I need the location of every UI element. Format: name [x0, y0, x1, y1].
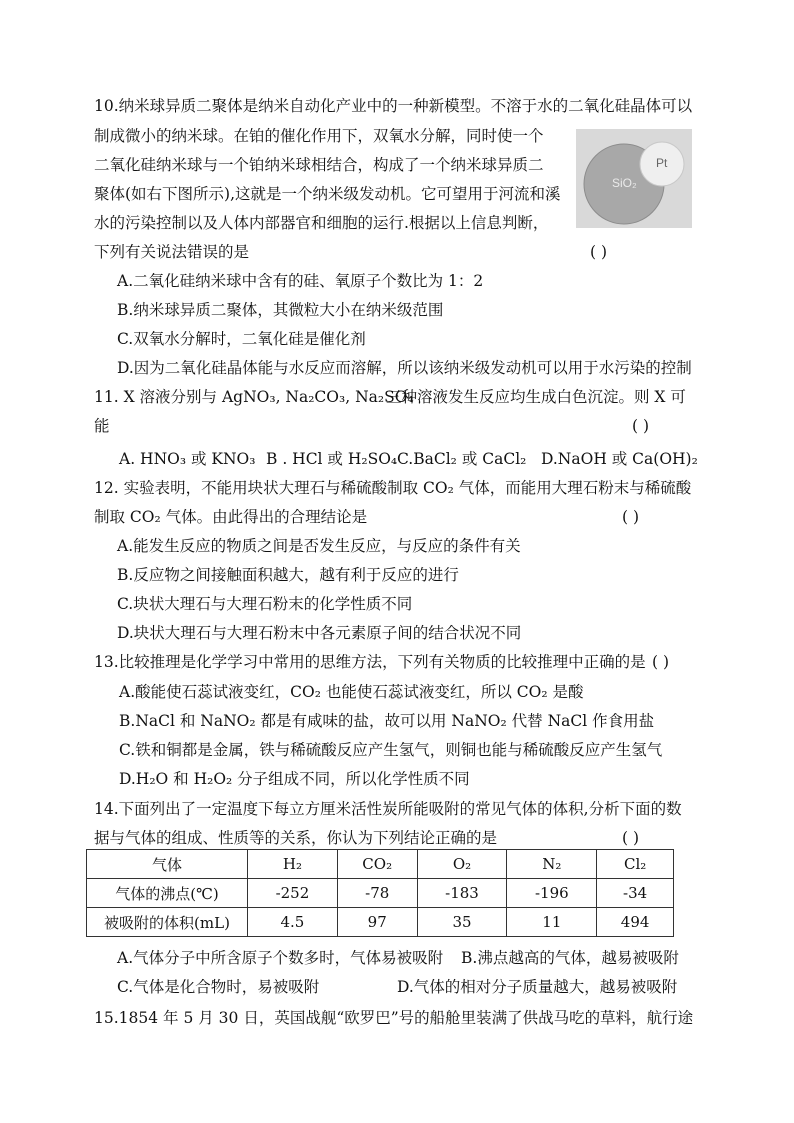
- pt-label: Pt: [656, 156, 668, 170]
- q11-option-b: B . HCl 或 H₂SO₄: [266, 450, 398, 468]
- q12-line-2: 制取 CO₂ 气体。由此得出的合理结论是: [94, 508, 368, 526]
- table-cell: 4.5: [248, 908, 338, 937]
- q14-option-c: C.气体是化合物时，易被吸附: [117, 978, 320, 996]
- nanosphere-dimer-figure: [576, 129, 692, 228]
- q11-option-d: D.NaOH 或 Ca(OH)₂: [541, 450, 698, 468]
- q10-line-4: 聚体(如右下图所示),这就是一个纳米级发动机。它可望用于河流和溪: [94, 185, 561, 203]
- q13-option-a: A.酸能使石蕊试液变红，CO₂ 也能使石蕊试液变红，所以 CO₂ 是酸: [119, 683, 584, 701]
- q12-option-d: D.块状大理石与大理石粉末中各元素原子间的结合状况不同: [117, 624, 522, 642]
- q12-option-c: C.块状大理石与大理石粉末的化学性质不同: [117, 595, 413, 613]
- table-cell: 35: [417, 908, 507, 937]
- q14-option-b: B.沸点越高的气体，越易被吸附: [461, 949, 679, 967]
- q15-line-1: 15.1854 年 5 月 30 日，英国战舰“欧罗巴”号的船舱里装满了供战马吃的草料，航行途: [94, 1009, 694, 1027]
- q13-answer-paren: ( ): [652, 653, 670, 671]
- q12-answer-paren: ( ): [622, 508, 640, 526]
- q11-line-1a: 11. X 溶液分别与 AgNO₃, Na₂CO₃, Na₂SO₄: [94, 388, 414, 406]
- q10-answer-paren: ( ): [590, 243, 608, 261]
- q14-line-1: 14.下面列出了一定温度下每立方厘米活性炭所能吸附的常见气体的体积,分析下面的数: [94, 800, 682, 818]
- q10-line-1: 10.纳米球异质二聚体是纳米自动化产业中的一种新模型。不溶于水的二氧化硅晶体可以: [94, 97, 693, 115]
- q13-option-b: B.NaCl 和 NaNO₂ 都是有咸味的盐，故可以用 NaNO₂ 代替 NaCl 作食用盐: [119, 712, 655, 730]
- q14-answer-paren: ( ): [622, 829, 640, 847]
- q11-answer-paren: ( ): [632, 417, 650, 435]
- table-cell: 11: [507, 908, 597, 937]
- q10-option-b: B.纳米球异质二聚体，其微粒大小在纳米级范围: [117, 301, 444, 319]
- q12-line-1: 12. 实验表明，不能用块状大理石与稀硫酸制取 CO₂ 气体，而能用大理石粉末与稀硫酸: [94, 479, 692, 497]
- q10-line-5: 水的污染控制以及人体内部器官和细胞的运行.根据以上信息判断，: [94, 214, 549, 232]
- q12-option-b: B.反应物之间接触面积越大，越有利于反应的进行: [117, 566, 459, 584]
- table-cell: -252: [248, 879, 338, 908]
- q13-option-d: D.H₂O 和 H₂O₂ 分子组成不同，所以化学性质不同: [119, 770, 470, 788]
- table-cell: 气体的沸点(℃): [87, 879, 248, 908]
- table-cell: N₂: [507, 850, 597, 879]
- table-cell: -34: [597, 879, 674, 908]
- q10-line-6: 下列有关说法错误的是: [94, 243, 250, 261]
- q14-line-2: 据与气体的组成、性质等的关系，你认为下列结论正确的是: [94, 829, 498, 847]
- table-cell: O₂: [417, 850, 507, 879]
- table-cell: -78: [337, 879, 417, 908]
- table-header-row: [87, 850, 674, 879]
- q10-option-d: D.因为二氧化硅晶体能与水反应而溶解，所以该纳米级发动机可以用于水污染的控制: [117, 359, 692, 377]
- table-cell: 494: [597, 908, 674, 937]
- table-cell: 97: [337, 908, 417, 937]
- table-cell: 气体: [87, 850, 248, 879]
- sio2-label: SiO₂: [612, 176, 637, 190]
- q10-option-a: A.二氧化硅纳米球中含有的硅、氧原子个数比为 1：2: [117, 272, 484, 290]
- table-cell: CO₂: [337, 850, 417, 879]
- q10-line-3: 二氧化硅纳米球与一个铂纳米球相结合，构成了一个纳米球异质二: [94, 156, 544, 174]
- q11-option-c: C.BaCl₂ 或 CaCl₂: [397, 450, 527, 468]
- q10-option-c: C.双氧水分解时，二氧化硅是催化剂: [117, 330, 366, 348]
- q11-line-1b: 三种溶液发生反应均生成白色沉淀。则 X 可: [386, 388, 686, 406]
- q13-line-1: 13.比较推理是化学学习中常用的思维方法，下列有关物质的比较推理中正确的是: [94, 653, 646, 671]
- table-row: [87, 879, 674, 908]
- table-cell: 被吸附的体积(mL): [87, 908, 248, 937]
- table-row: [87, 908, 674, 937]
- q14-option-a: A.气体分子中所含原子个数多时，气体易被吸附: [117, 949, 444, 967]
- q10-line-2: 制成微小的纳米球。在铂的催化作用下，双氧水分解，同时使一个: [94, 127, 544, 145]
- table-cell: Cl₂: [597, 850, 674, 879]
- table-cell: -183: [417, 879, 507, 908]
- q13-option-c: C.铁和铜都是金属，铁与稀硫酸反应产生氢气，则铜也能与稀硫酸反应产生氢气: [119, 741, 663, 759]
- q11-option-a: A. HNO₃ 或 KNO₃: [119, 450, 256, 468]
- table-cell: H₂: [248, 850, 338, 879]
- nanosphere-dimer-illustration: [576, 129, 692, 228]
- q12-option-a: A.能发生反应的物质之间是否发生反应，与反应的条件有关: [117, 537, 521, 555]
- table-cell: -196: [507, 879, 597, 908]
- q14-option-d: D.气体的相对分子质量越大，越易被吸附: [397, 978, 678, 996]
- q11-line-2: 能: [94, 417, 110, 435]
- gas-adsorption-table: [86, 849, 674, 937]
